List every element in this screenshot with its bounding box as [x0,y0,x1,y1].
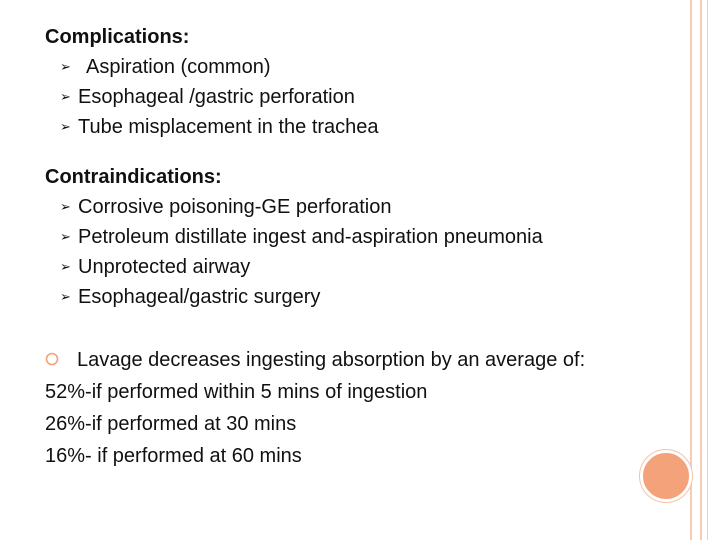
complications-heading: Complications: [45,26,190,48]
list-item-text: Petroleum distillate ingest and-aspiration pneumonia [78,226,543,248]
lavage-line: 26%-if performed at 30 mins [45,413,297,435]
list-item-text: Tube misplacement in the trachea [78,116,379,138]
arrow-bullet-icon: ➢ [60,289,71,304]
arrow-bullet-icon: ➢ [60,89,71,104]
arrow-bullet-icon: ➢ [60,259,71,274]
lavage-line: 16%- if performed at 60 mins [45,445,302,467]
slide-content [45,22,675,472]
list-item [45,112,675,142]
list-item-text: Esophageal/gastric surgery [78,286,321,308]
list-item-text: Aspiration (common) [86,56,271,78]
list-item [45,252,675,282]
list-item [45,282,675,312]
lavage-intro [45,344,675,376]
decorative-rule [707,0,708,540]
arrow-bullet-icon: ➢ [60,59,71,74]
hollow-circle-bullet-icon [45,350,77,370]
decorative-rule [690,0,692,540]
list-item-text: Unprotected airway [78,256,251,278]
list-item [45,192,675,222]
lavage-line: 52%-if performed within 5 mins of ingestion [45,381,428,403]
list-item [45,52,675,82]
arrow-bullet-icon: ➢ [60,199,71,214]
arrow-bullet-icon: ➢ [60,229,71,244]
list-item-text: Esophageal /gastric perforation [78,86,355,108]
lavage-intro-text: Lavage decreases ingesting absorption by an average of: [77,349,586,371]
list-item-text: Corrosive poisoning-GE perforation [78,196,392,218]
list-item [45,222,675,252]
contraindications-heading: Contraindications: [45,166,222,188]
decorative-rule [700,0,702,540]
arrow-bullet-icon: ➢ [60,119,71,134]
list-item [45,82,675,112]
